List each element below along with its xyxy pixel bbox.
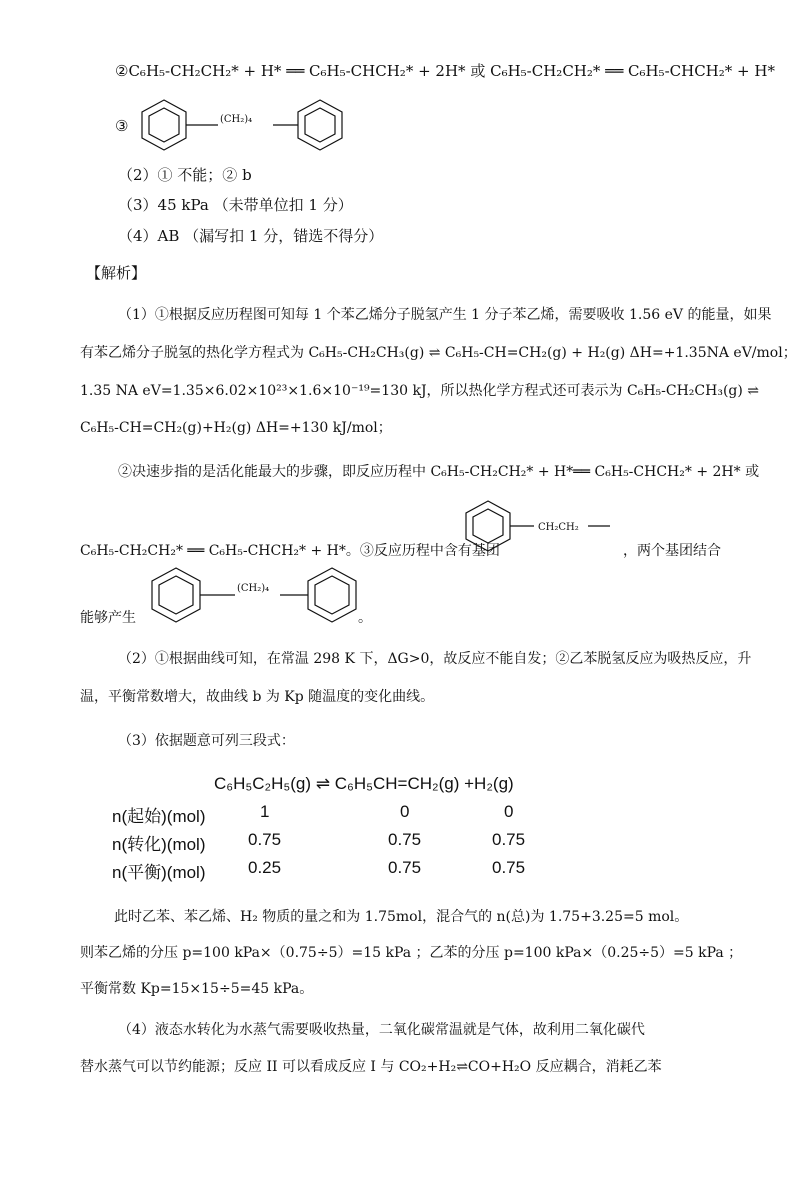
- p5-line-3: 平衡常数 Kp=15×15÷5=45 kPa。: [80, 981, 314, 997]
- p3-line-2: 温，平衡常数增大，故曲线 b 为 Kp 随温度的变化曲线。: [80, 689, 435, 705]
- table-row-label-equilibrium: n(平衡)(mol): [112, 863, 206, 882]
- equation-a: C₆H₅-CH₂CH₂* + H* ══ C₆H₅-CHCH₂* + 2H*: [128, 62, 466, 80]
- table-cell: 0: [400, 802, 410, 821]
- biphenyl-butane-structure-2: [140, 560, 360, 632]
- p1-line-4: C₆H₅-CH=CH₂(g)+H₂(g) ΔH=+130 kJ/mol；: [80, 420, 392, 436]
- table-cell: 0: [504, 802, 514, 821]
- table-cell: 0.75: [388, 830, 422, 849]
- table-cell: 1: [260, 802, 270, 821]
- p6-line-2: 替水蒸气可以节约能源；反应 II 可以看成反应 I 与 CO₂+H₂⇌CO+H₂O 反应耦合，消耗乙苯: [80, 1059, 662, 1075]
- ch2ch2-label: CH₂CH₂: [538, 522, 579, 533]
- table-cell: 0.75: [248, 830, 282, 849]
- or-word: 或: [465, 62, 491, 80]
- p2-line-3-tail: 。: [358, 610, 372, 626]
- phenyl-ethyl-group-structure: [452, 495, 622, 559]
- analysis-heading: 【解析】: [86, 264, 147, 282]
- answer-line-3: （2）① 不能；② b: [118, 166, 252, 184]
- answer-line-5: （4）AB （漏写扣 1 分，错选不得分）: [118, 227, 384, 245]
- p6-line-1: （4）液态水转化为水蒸气需要吸收热量，二氧化碳常温就是气体，故利用二氧化碳代: [118, 1022, 645, 1038]
- answer-line-4: （3）45 kPa （未带单位扣 1 分）: [118, 196, 353, 214]
- p2-line-3-head: 能够产生: [80, 610, 136, 626]
- table-cell: 0.75: [492, 858, 526, 877]
- p1-line-3: 1.35 NA eV=1.35×6.02×10²³×1.6×10⁻¹⁹=130 kJ，所以热化学方程式还可表示为 C₆H₅-CH₂CH₃(g) ⇌: [80, 383, 760, 399]
- p5-line-2: 则苯乙烯的分压 p=100 kPa×（0.75÷5）=15 kPa ；乙苯的分压 p=100 kPa×（0.25÷5）=5 kPa ；: [80, 945, 743, 961]
- table-cell: 0.75: [388, 858, 422, 877]
- p2-line-1: ②决速步指的是活化能最大的步骤，即反应历程中 C₆H₅-CH₂CH₂* + H*══ C₆H₅-CHCH₂* + 2H* 或: [118, 464, 760, 480]
- answer-line-1: [115, 60, 775, 81]
- table-cell: 0.25: [248, 858, 282, 877]
- circle-three: ③: [115, 117, 129, 135]
- equation-b: C₆H₅-CH₂CH₂* ══ C₆H₅-CHCH₂* + H*: [490, 62, 775, 80]
- p3-line-1: （2）①根据曲线可知，在常温 298 K 下，ΔG>0，故反应不能自发；②乙苯脱氢反应为吸热反应，升: [118, 651, 752, 667]
- table-row-label-change: n(转化)(mol): [112, 835, 206, 854]
- p2-line-2: C₆H₅-CH₂CH₂* ══ C₆H₅-CHCH₂* + H*。③反应历程中含有基团: [80, 543, 500, 559]
- p1-line-1: （1）①根据反应历程图可知每 1 个苯乙烯分子脱氢产生 1 分子苯乙烯，需要吸收 1.56 eV 的能量，如果: [118, 307, 772, 323]
- ch2-4-label-2: (CH₂)₄: [237, 583, 270, 594]
- table-row-label-start: n(起始)(mol): [112, 807, 206, 826]
- biphenyl-butane-structure: [128, 92, 348, 158]
- p5-line-1: 此时乙苯、苯乙烯、H₂ 物质的量之和为 1.75mol，混合气的 n(总)为 1.75+3.25=5 mol。: [114, 909, 689, 925]
- p4-line: （3）依据题意可列三段式：: [118, 733, 295, 749]
- circle-two: ②: [115, 62, 129, 80]
- p1-line-2: 有苯乙烯分子脱氢的热化学方程式为 C₆H₅-CH₂CH₃(g) ⇌ C₆H₅-CH=CH₂(g) + H₂(g) ΔH=+1.35NA eV/mol；: [80, 345, 797, 361]
- p2-line-2-tail: ，两个基团结合: [623, 543, 721, 559]
- table-equation: C₆H₅C₂H₅(g) ⇌ C₆H₅CH=CH₂(g) +H₂(g): [214, 774, 514, 793]
- ch2-4-label: (CH₂)₄: [220, 114, 253, 125]
- table-cell: 0.75: [492, 830, 526, 849]
